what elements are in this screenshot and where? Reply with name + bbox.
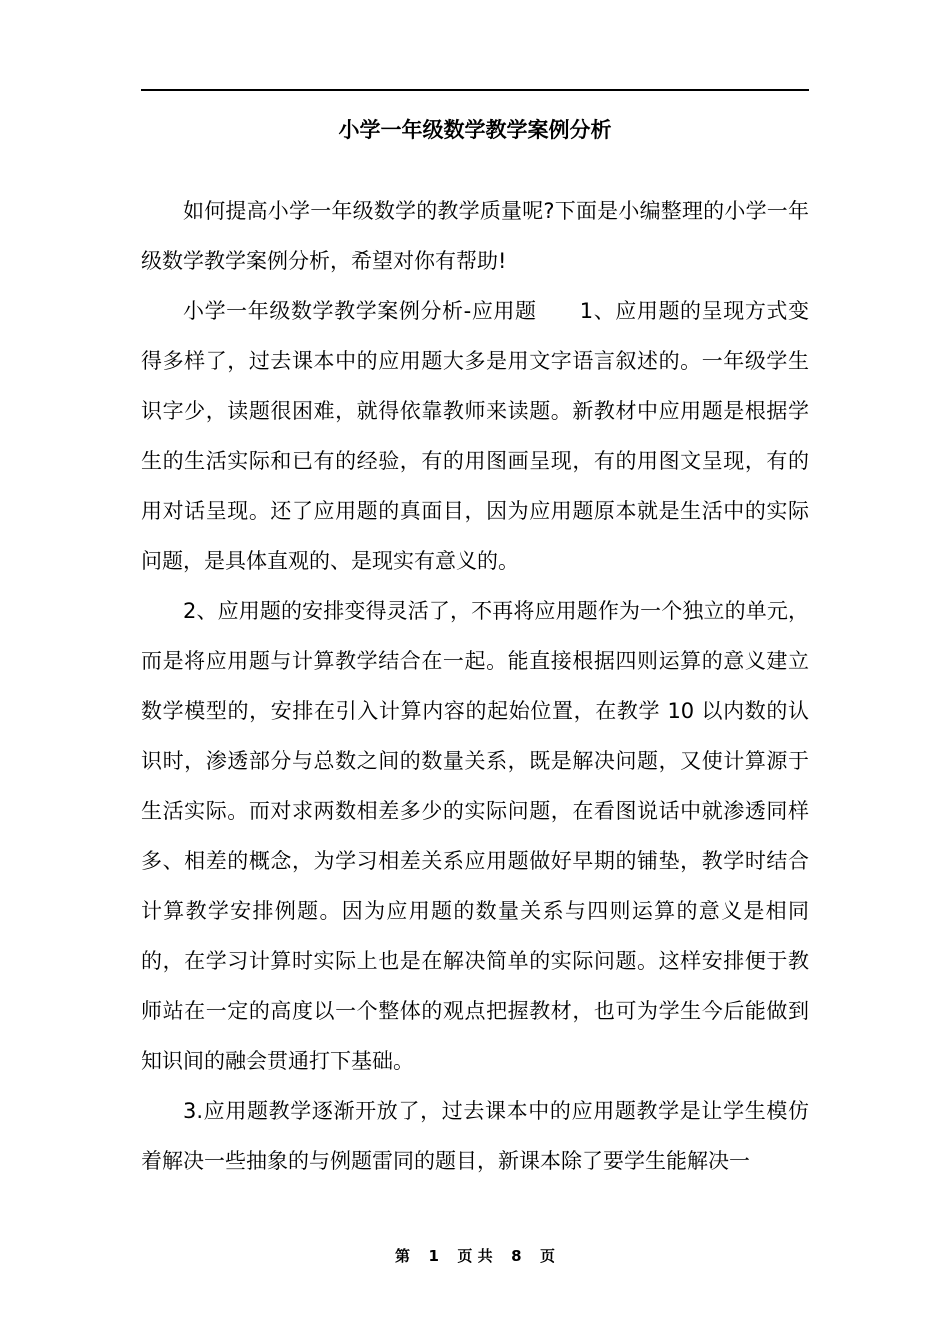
- footer-suffix: 页: [539, 1247, 555, 1265]
- page-footer: [141, 1244, 809, 1268]
- document-title: 小学一年级数学教学案例分析: [338, 118, 612, 142]
- footer-prefix: 第: [394, 1247, 410, 1265]
- footer-middle: 页 共: [457, 1247, 493, 1265]
- footer-page-number: 1: [428, 1247, 439, 1265]
- footer-page-total: 8: [511, 1247, 522, 1265]
- document-body: [141, 186, 809, 1186]
- paragraph-1: 小学一年级数学教学案例分析-应用题 1、应用题的呈现方式变得多样了，过去课本中的应用题大多是用文字语言叙述的。一年级学生识字少，读题很困难，就得依靠教师来读题。新教材中应用题是根据学生的生活实际和已有的经验，有的用图画呈现，有的用图文呈现，有的用对话呈现。还了应用题的真面目，因为应用题原本就是生活中的实际问题，是具体直观的、是现实有意义的。: [141, 299, 809, 573]
- paragraph-intro: 如何提高小学一年级数学的教学质量呢?下面是小编整理的小学一年级数学教学案例分析，希望对你有帮助!: [141, 199, 809, 273]
- paragraph-3: 3.应用题教学逐渐开放了，过去课本中的应用题教学是让学生模仿着解决一些抽象的与例题雷同的题目，新课本除了要学生能解决一: [141, 1099, 809, 1173]
- paragraph-2: 2、应用题的安排变得灵活了，不再将应用题作为一个独立的单元，而是将应用题与计算教学结合在一起。能直接根据四则运算的意义建立数学模型的，安排在引入计算内容的起始位置，在教学 10 以内数的认识时，渗透部分与总数之间的数量关系，既是解决问题，又使计算源于生活实际。而对求两数相差多少的实际问题，在看图说话中就渗透同样多、相差的概念，为学习相差关系应用题做好早期的铺垫，教学时结合计算教学安排例题。因为应用题的数量关系与四则运算的意义是相同的，在学习计算时实际上也是在解决简单的实际问题。这样安排便于教师站在一定的高度以一个整体的观点把握教材，也可为学生今后能做到知识间的融会贯通打下基础。: [141, 599, 809, 1073]
- header-rule: [141, 89, 809, 91]
